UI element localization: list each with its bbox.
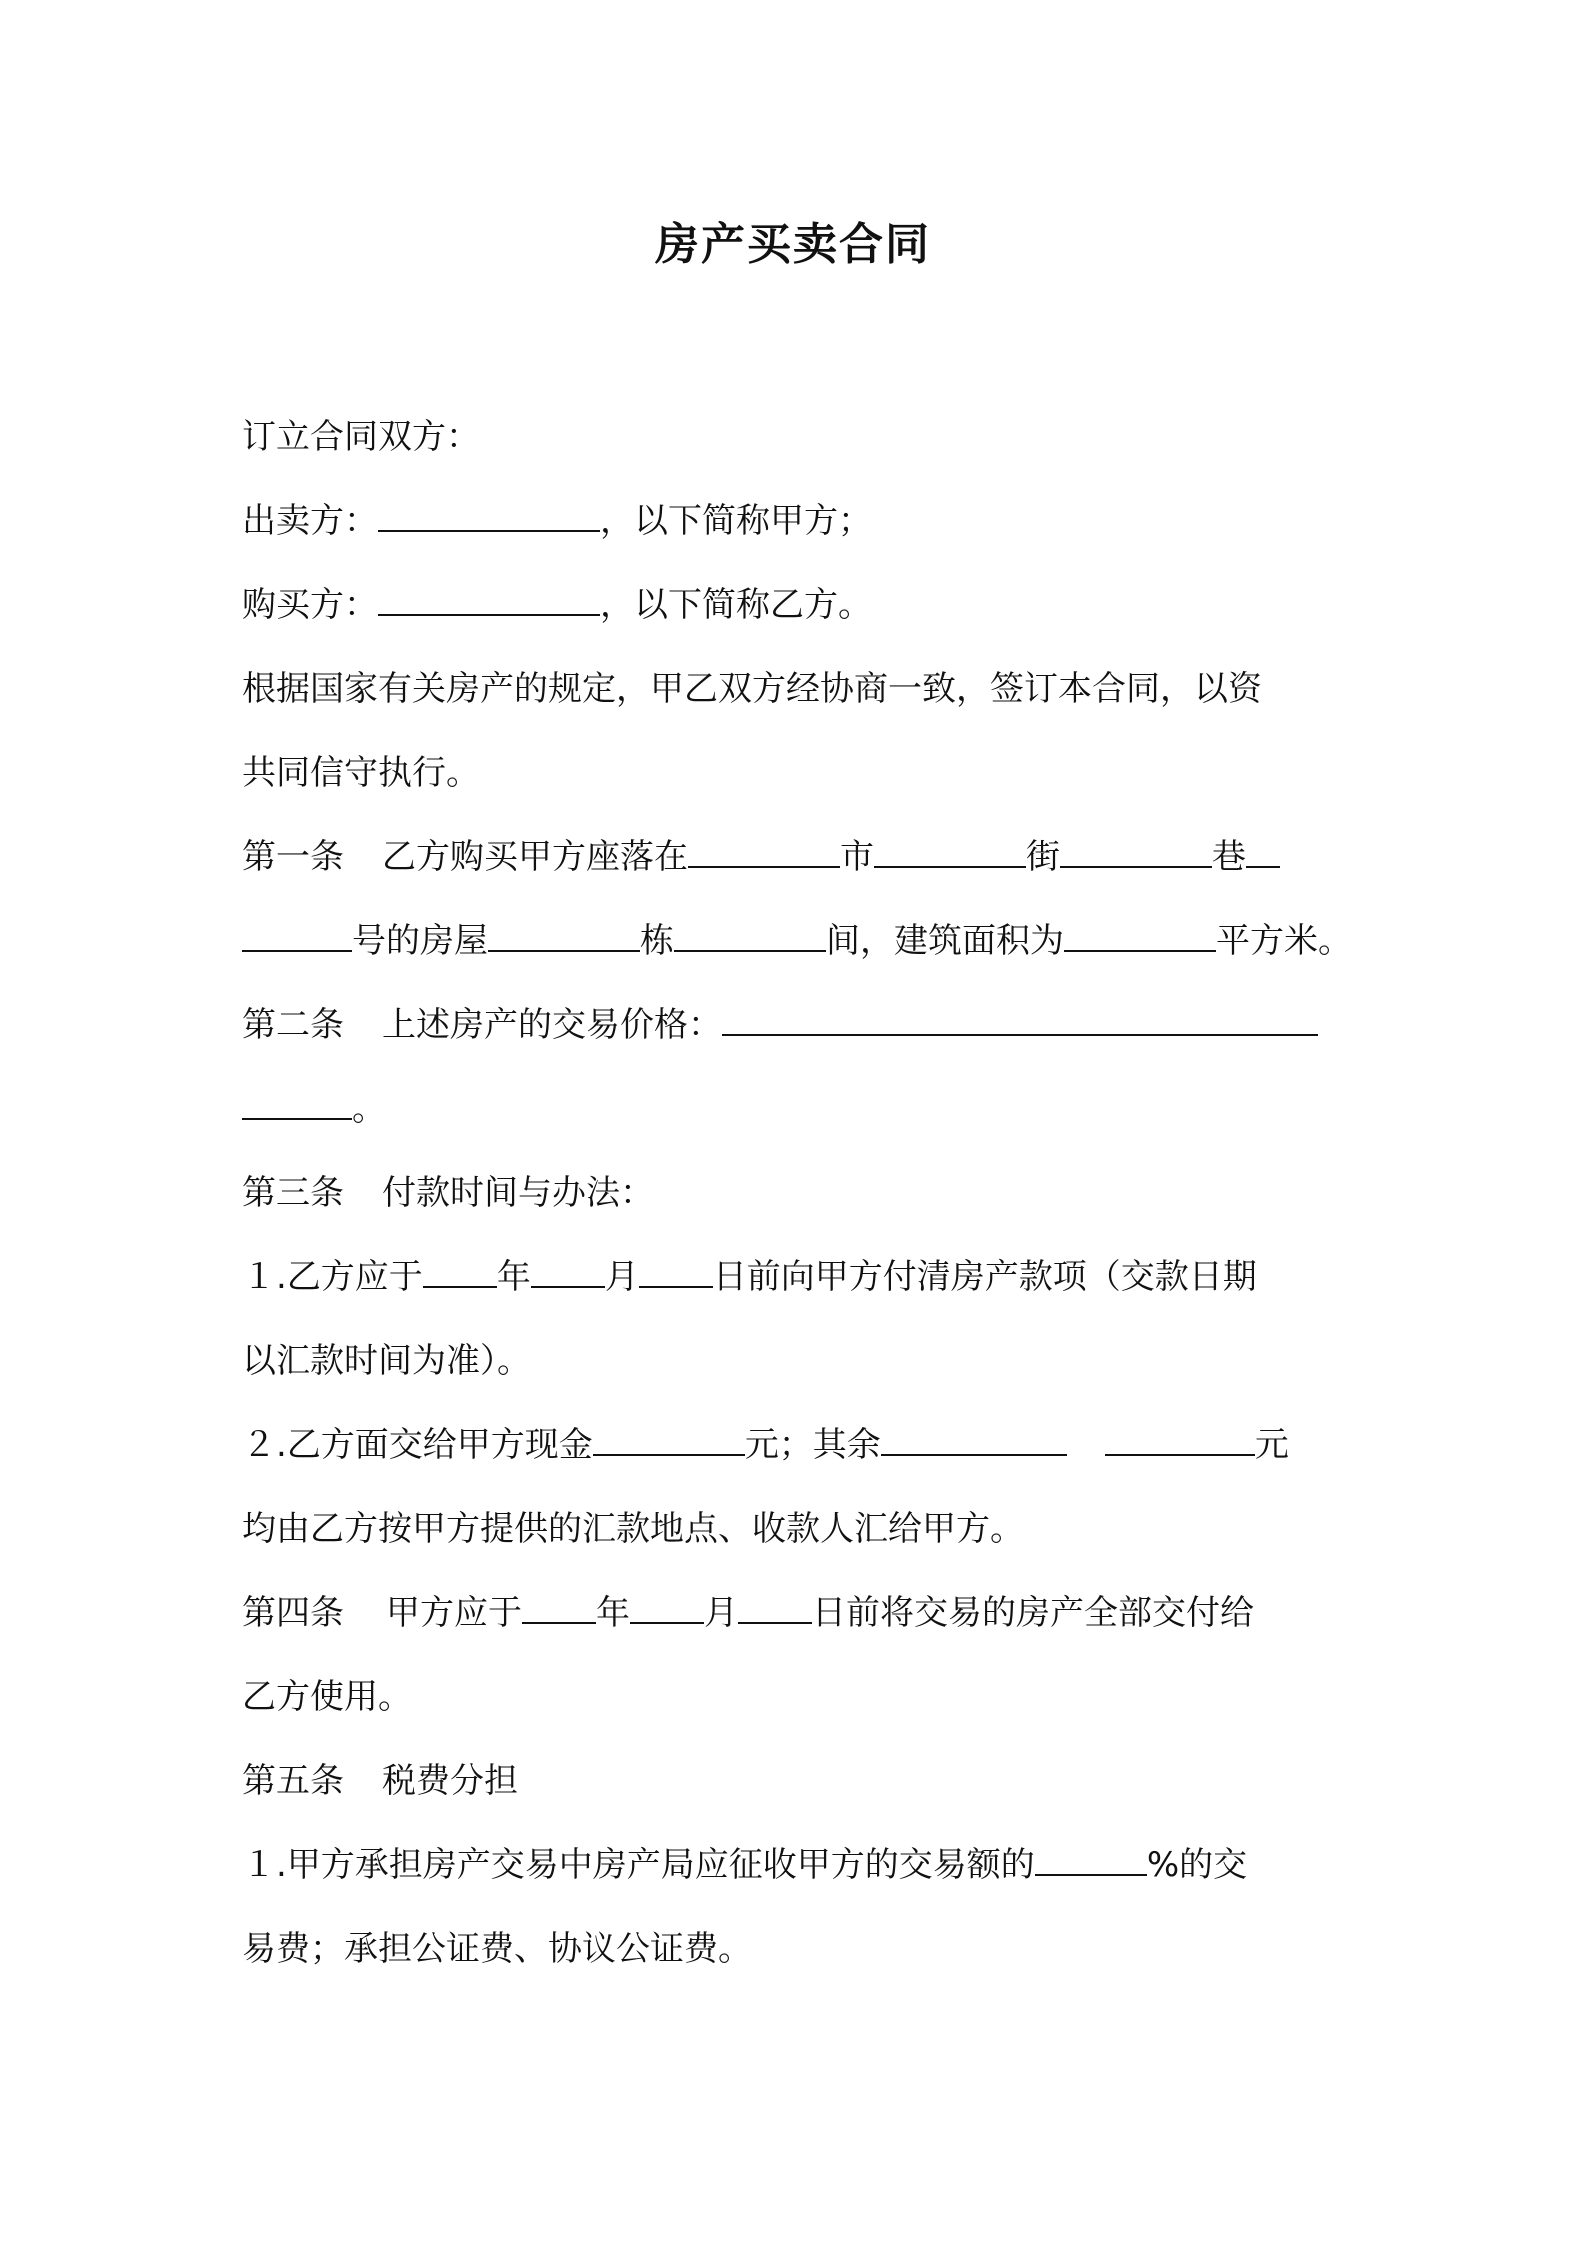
delivery-day-blank xyxy=(738,1588,812,1624)
seller-suffix: ，以下简称甲方； xyxy=(600,501,872,541)
article-4-text-5: 乙方使用。 xyxy=(242,1677,412,1717)
city-blank xyxy=(688,832,840,868)
article-1-line-1 xyxy=(242,832,1280,882)
article-2-text-2: 。 xyxy=(352,1089,386,1129)
article-1-text-7: 间，建筑面积为 xyxy=(826,921,1064,961)
article-3-heading xyxy=(242,1168,654,1218)
article-1-line-2 xyxy=(242,916,1352,966)
parties-heading xyxy=(242,412,480,462)
number-blank-start xyxy=(1246,832,1280,868)
article-3-item-1-text-1: 乙方应于 xyxy=(286,1257,423,1297)
buyer-label: 购买方： xyxy=(242,585,378,625)
article-5-item-1-text-3: 易费；承担公证费、协议公证费。 xyxy=(242,1929,752,1969)
article-3-heading-text: 付款时间与办法： xyxy=(382,1173,654,1213)
article-5-heading-text: 税费分担 xyxy=(382,1761,518,1801)
article-2-text-1: 上述房产的交易价格： xyxy=(382,1005,722,1045)
article-3-item-1-text-2: 年 xyxy=(496,1257,531,1297)
article-5-item-1-number: １. xyxy=(242,1845,287,1885)
delivery-month-blank xyxy=(630,1588,704,1624)
article-5-item-1-text-2: %的交 xyxy=(1146,1845,1248,1885)
article-1-text-8: 平方米。 xyxy=(1216,921,1352,961)
seller-name-blank xyxy=(378,496,600,532)
article-2-line-2 xyxy=(242,1084,386,1134)
article-1-label: 第一条 xyxy=(242,837,344,877)
article-4-text-4: 日前将交易的房产全部交付给 xyxy=(812,1593,1254,1633)
article-3-item-1-line-1 xyxy=(242,1252,1257,1302)
article-3-item-1-text-5: 以汇款时间为准）。 xyxy=(242,1341,531,1381)
buyer-line xyxy=(242,580,872,630)
article-2-label: 第二条 xyxy=(242,1005,344,1045)
lane-blank xyxy=(1060,832,1212,868)
seller-line xyxy=(242,496,872,546)
article-5-label: 第五条 xyxy=(242,1761,344,1801)
article-2-line-1 xyxy=(242,1000,1318,1050)
article-3-item-2-number: ２. xyxy=(242,1425,287,1465)
article-5-item-1-line-1 xyxy=(242,1840,1247,1890)
price-blank-end xyxy=(242,1084,352,1120)
article-3-item-2-text-4: 均由乙方按甲方提供的汇款地点、收款人汇给甲方。 xyxy=(242,1509,1024,1549)
preamble-text-1: 根据国家有关房产的规定，甲乙双方经协商一致，签订本合同，以资 xyxy=(242,669,1262,709)
area-blank xyxy=(1064,916,1216,952)
article-5-item-1-line-2 xyxy=(242,1924,752,1974)
article-3-label: 第三条 xyxy=(242,1173,344,1213)
article-1-text-2: 市 xyxy=(840,837,874,877)
article-5-heading xyxy=(242,1756,518,1806)
delivery-year-blank xyxy=(522,1588,596,1624)
remainder-amount-blank-1 xyxy=(881,1420,1067,1456)
buyer-name-blank xyxy=(378,580,600,616)
article-3-item-2-line-1 xyxy=(242,1420,1289,1470)
article-3-item-1-number: １. xyxy=(242,1257,287,1297)
article-1-text-5: 号的房屋 xyxy=(352,921,488,961)
article-4-text-1: 甲方应于 xyxy=(386,1593,522,1633)
seller-label: 出卖方： xyxy=(242,501,378,541)
article-3-item-1-line-2 xyxy=(242,1336,531,1386)
cash-amount-blank xyxy=(593,1420,745,1456)
fee-percent-blank xyxy=(1035,1840,1147,1876)
building-blank xyxy=(488,916,640,952)
article-4-text-2: 年 xyxy=(596,1593,630,1633)
buyer-suffix: ，以下简称乙方。 xyxy=(600,585,872,625)
article-1-text-3: 街 xyxy=(1026,837,1060,877)
payment-year-blank xyxy=(423,1252,497,1288)
preamble-text-2: 共同信守执行。 xyxy=(242,753,480,793)
page-title: 房产买卖合同 xyxy=(655,219,931,270)
article-3-item-2-text-1: 乙方面交给甲方现金 xyxy=(286,1425,593,1465)
article-4-line-2 xyxy=(242,1672,412,1722)
article-3-item-1-text-4: 日前向甲方付清房产款项（交款日期 xyxy=(712,1257,1257,1297)
article-3-item-2-text-2: 元；其余 xyxy=(744,1425,881,1465)
payment-month-blank xyxy=(531,1252,605,1288)
article-4-label: 第四条 xyxy=(242,1593,344,1633)
parties-heading-text: 订立合同双方： xyxy=(242,417,480,457)
article-1-text-4: 巷 xyxy=(1212,837,1246,877)
preamble-line-1 xyxy=(242,664,1262,714)
article-3-item-1-text-3: 月 xyxy=(604,1257,639,1297)
number-blank-end xyxy=(242,916,352,952)
article-1-text-1: 乙方购买甲方座落在 xyxy=(382,837,688,877)
article-4-text-3: 月 xyxy=(704,1593,738,1633)
remainder-amount-blank-2 xyxy=(1105,1420,1255,1456)
preamble-line-2 xyxy=(242,748,480,798)
article-3-item-2-line-2 xyxy=(242,1504,1024,1554)
price-blank-start xyxy=(722,1000,1318,1036)
article-4-line-1 xyxy=(242,1588,1254,1638)
street-blank xyxy=(874,832,1026,868)
article-1-text-6: 栋 xyxy=(640,921,674,961)
payment-day-blank xyxy=(639,1252,713,1288)
article-3-item-2-text-3: 元 xyxy=(1254,1425,1289,1465)
article-5-item-1-text-1: 甲方承担房产交易中房产局应征收甲方的交易额的 xyxy=(286,1845,1035,1885)
rooms-blank xyxy=(674,916,826,952)
